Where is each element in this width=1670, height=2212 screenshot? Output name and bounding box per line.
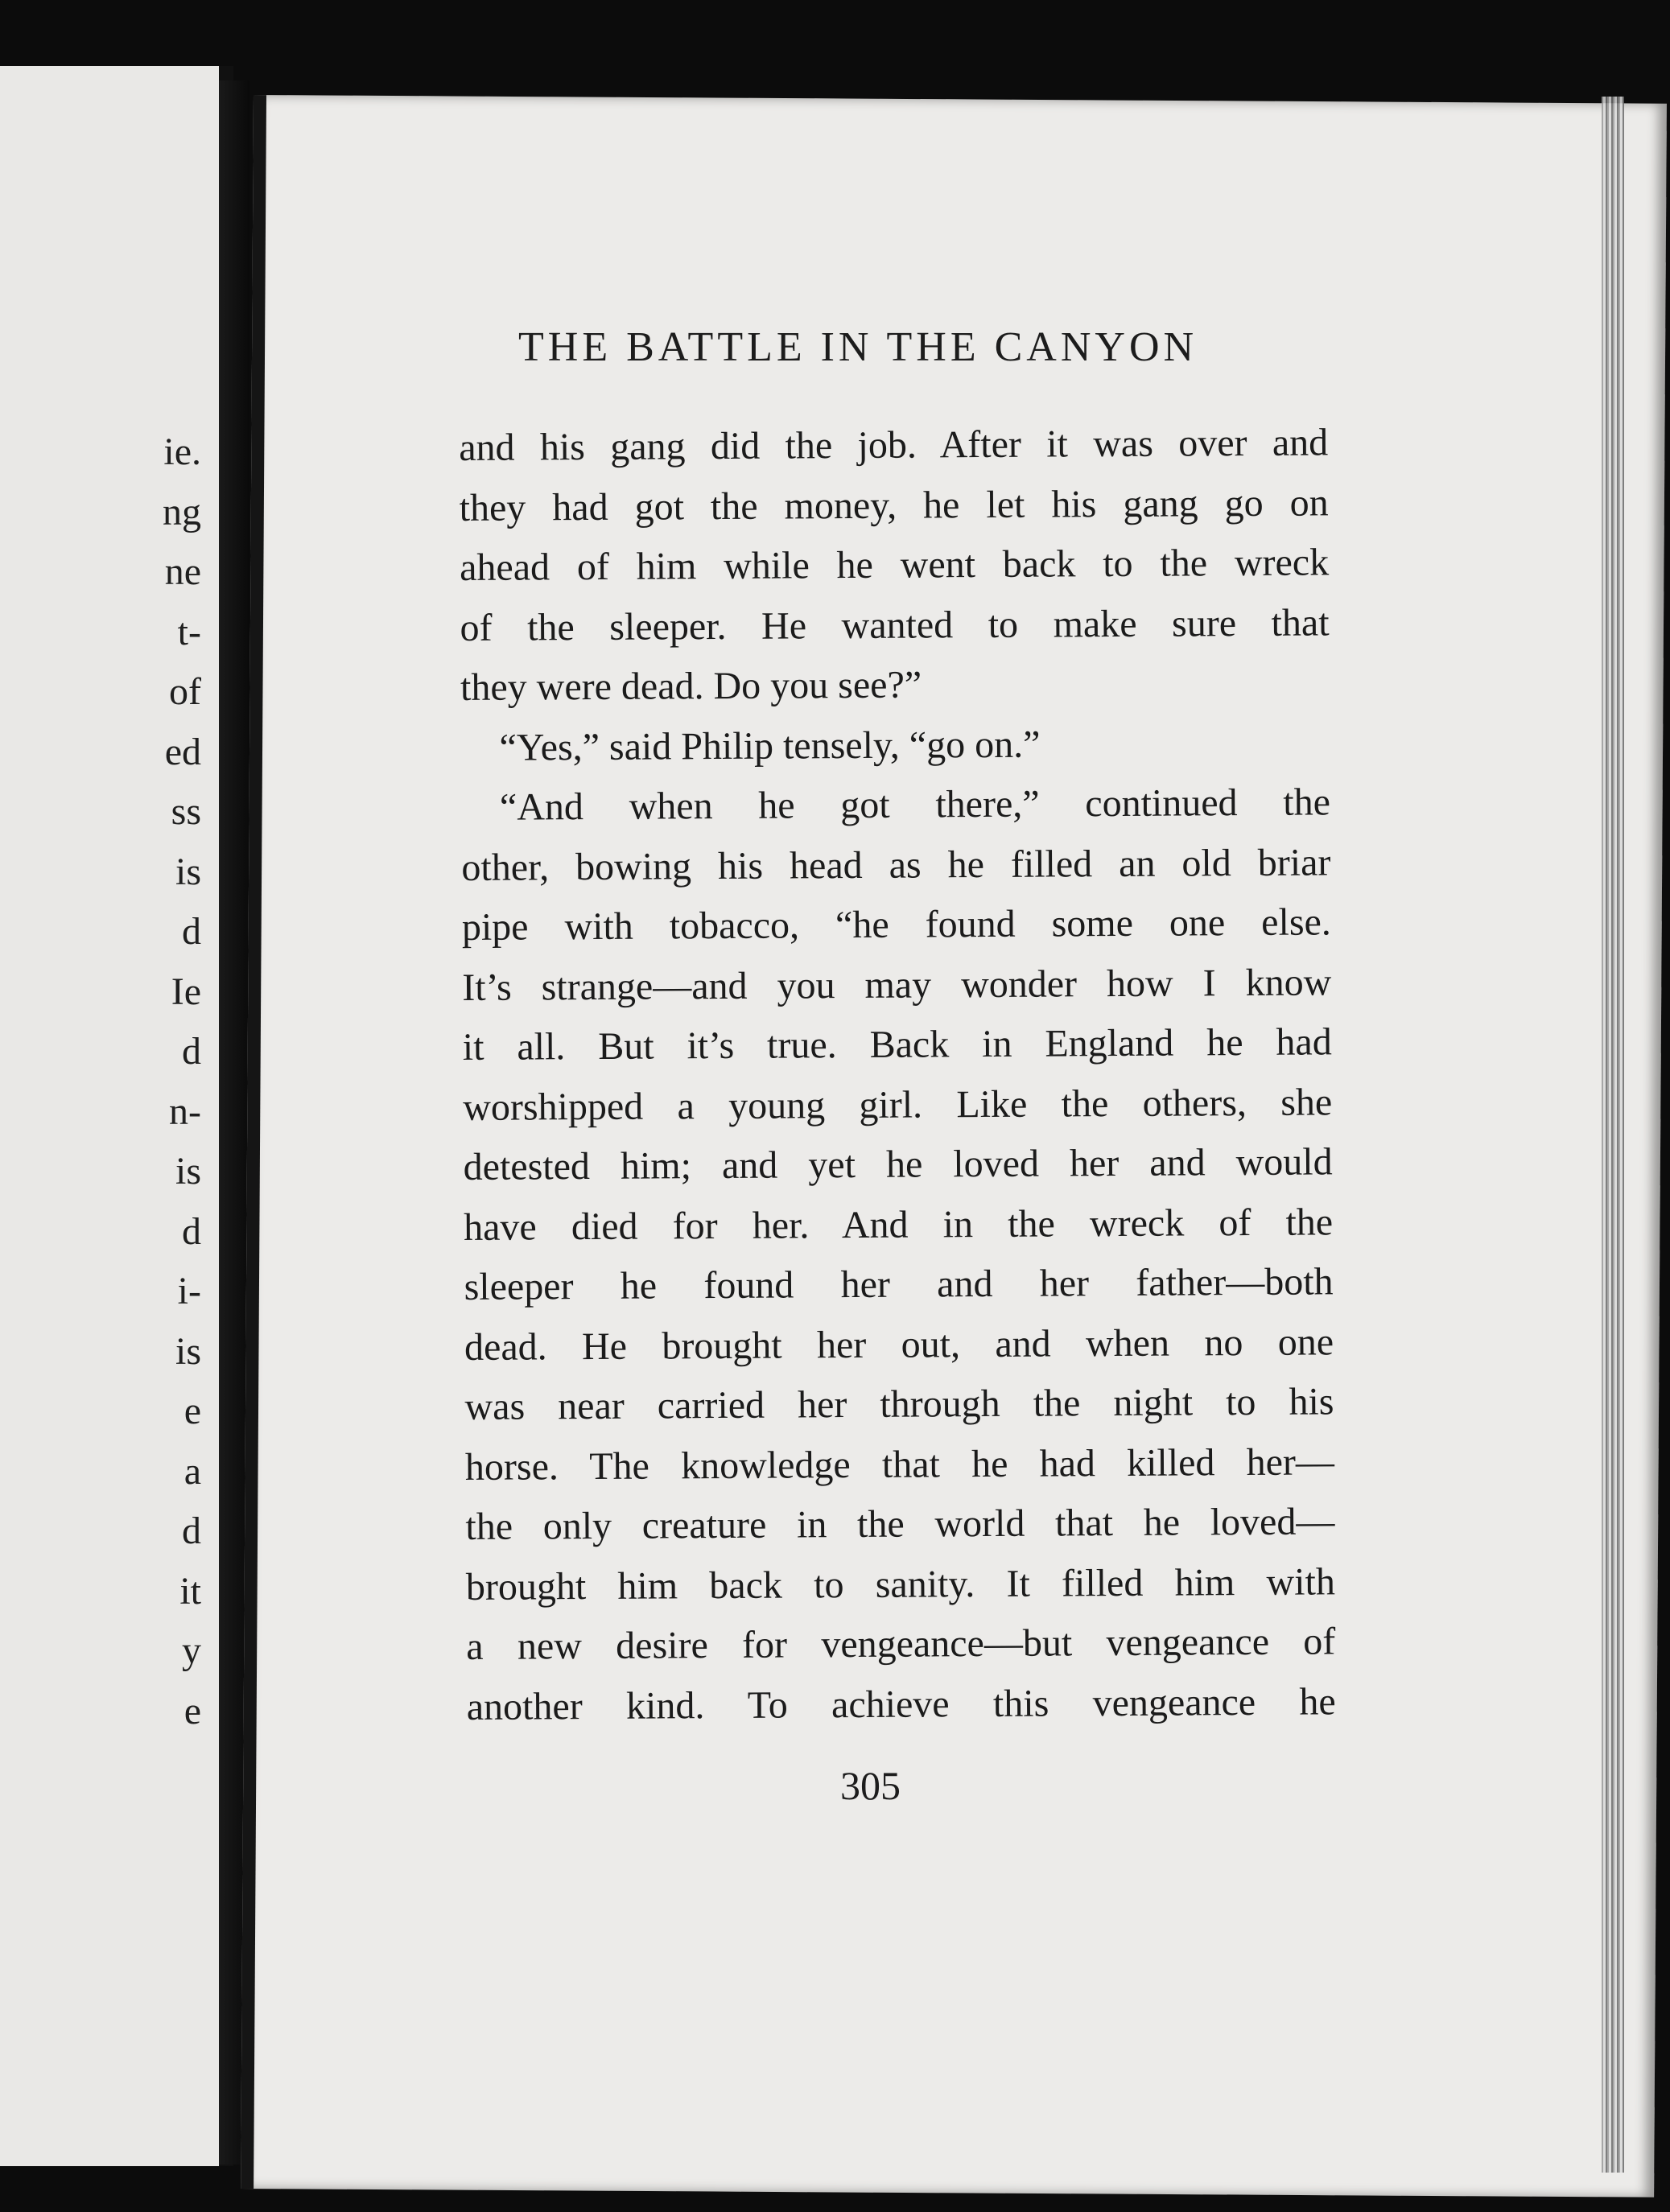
text-line: “Yes,” said Philip tensely, “go on.” <box>499 723 1041 769</box>
text-line: was near carried her through the night to his <box>464 1380 1334 1428</box>
left-page-fragment: ss <box>171 790 201 833</box>
text-line: have died for her. And in the wreck of the <box>463 1200 1334 1249</box>
text-line: it all. But it’s true. Back in England he had <box>462 1020 1332 1069</box>
left-page-fragment: d <box>182 1510 201 1552</box>
text-line: dead. He brought her out, and when no one <box>464 1320 1334 1369</box>
left-page-fragment: ie. <box>163 430 201 473</box>
text-line: ahead of him while he went back to the wreck <box>459 541 1330 589</box>
left-page-fragment: is <box>175 1330 201 1373</box>
running-head: THE BATTLE IN THE CANYON <box>518 324 1198 370</box>
body-text <box>459 413 1336 1737</box>
left-page-fragment: of <box>169 670 201 713</box>
text-line: sleeper he found her and her father—both <box>464 1260 1334 1308</box>
page-edge-stack <box>1602 97 1624 2173</box>
left-page-fragment: ng <box>163 491 201 533</box>
left-page-fragment: i- <box>177 1270 201 1312</box>
text-line: brought him back to sanity. It filled him with <box>465 1559 1336 1609</box>
text-line: “And when he got there,” continued the <box>499 781 1331 829</box>
left-page-fragment: n- <box>169 1090 201 1133</box>
text-line: pipe with tobacco, “he found some one else. <box>461 900 1332 949</box>
text-line: the only creature in the world that he loved— <box>465 1500 1335 1548</box>
text-line: worshipped a young girl. Like the others, she <box>463 1080 1333 1129</box>
left-page-fragment: ed <box>164 731 201 773</box>
text-line: other, bowing his head as he filled an old briar <box>461 840 1331 889</box>
left-page-fragment: d <box>182 1210 201 1253</box>
left-page-fragment: is <box>175 851 201 893</box>
page-number: 305 <box>840 1763 901 1808</box>
text-line: It’s strange—and you may wonder how I know <box>462 960 1332 1009</box>
left-page-fragment: Ie <box>171 970 201 1013</box>
text-line: a new desire for vengeance—but vengeance of <box>466 1620 1336 1668</box>
text-line: detested him; and yet he loved her and would <box>463 1140 1333 1188</box>
left-page-fragment: a <box>183 1450 201 1493</box>
left-page-fragment: t- <box>177 611 201 653</box>
text-line: of the sleeper. He wanted to make sure that <box>460 600 1330 649</box>
text-line: they had got the money, he let his gang go on <box>459 480 1329 529</box>
left-page-fragment: it <box>179 1570 201 1613</box>
left-page <box>0 66 233 2166</box>
left-page-fragment: d <box>182 910 201 953</box>
text-line: they were dead. Do you see?” <box>460 663 922 709</box>
left-page-fragment: e <box>183 1390 201 1432</box>
text-line: and his gang did the job. After it was over and <box>459 421 1329 469</box>
left-page-fragment: ne <box>164 550 201 593</box>
text-line: another kind. To achieve this vengeance he <box>466 1679 1336 1728</box>
left-page-fragment: y <box>182 1629 201 1672</box>
left-page-fragment: e <box>183 1690 201 1732</box>
left-page-fragment: d <box>182 1030 201 1073</box>
left-page-fragment: is <box>175 1150 201 1193</box>
text-line: horse. The knowledge that he had killed her— <box>464 1440 1335 1489</box>
